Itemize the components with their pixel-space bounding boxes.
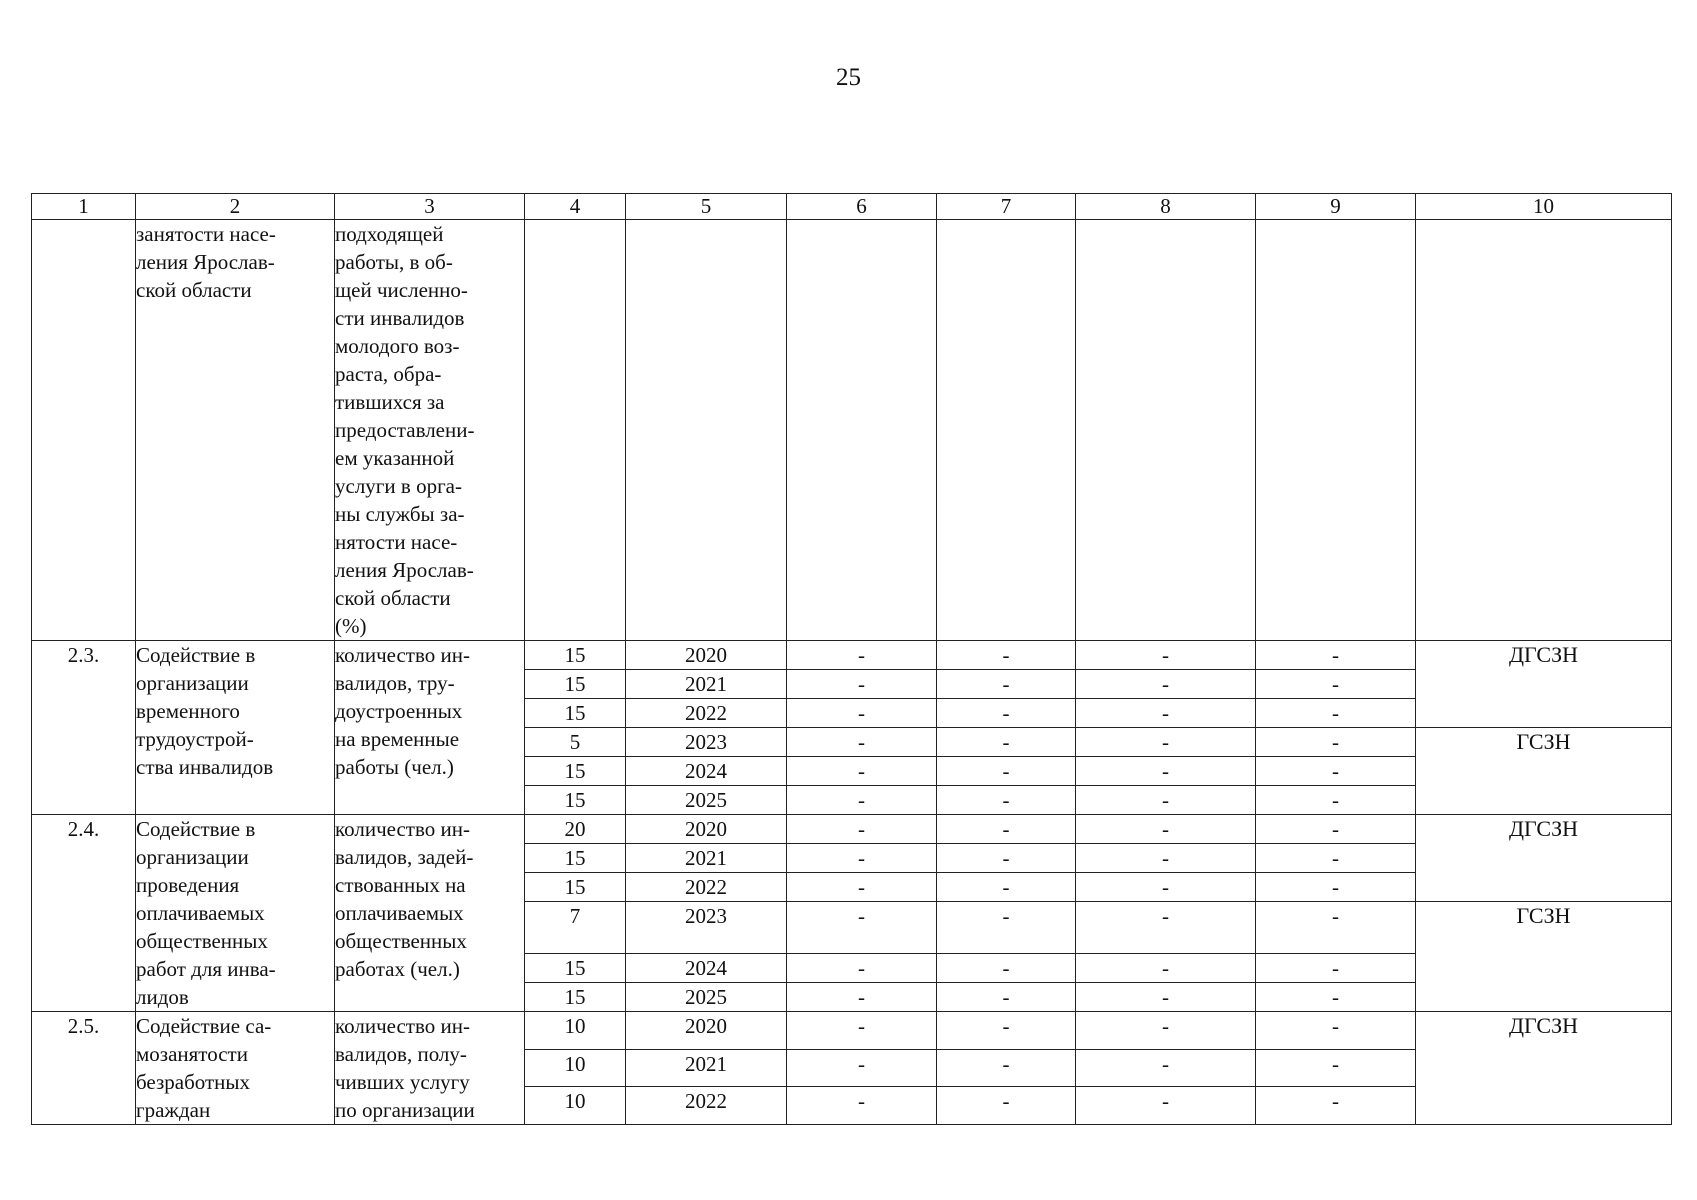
dash-cell: - [937, 670, 1076, 699]
dash-cell: - [1076, 954, 1256, 983]
indicator-value: 10 [525, 1087, 626, 1125]
dash-cell: - [1256, 757, 1416, 786]
indicator-value: 15 [525, 699, 626, 728]
continuation-number-cell [32, 220, 136, 641]
empty-cell [1076, 220, 1256, 641]
indicator-value: 20 [525, 815, 626, 844]
measure-name: Содействие в организации временного трудоустрой- ства инвалидов [136, 641, 335, 815]
empty-cell [787, 220, 937, 641]
dash-cell: - [1076, 844, 1256, 873]
empty-cell [626, 220, 787, 641]
dash-cell: - [787, 983, 937, 1012]
dash-cell: - [937, 786, 1076, 815]
indicator-value: 15 [525, 757, 626, 786]
measure-indicator: количество ин- валидов, тру- доустроенных на временные работы (чел.) [335, 641, 525, 815]
indicator-value: 15 [525, 954, 626, 983]
indicator-value: 15 [525, 786, 626, 815]
dash-cell: - [1256, 699, 1416, 728]
header-cell: 6 [787, 194, 937, 220]
dash-cell: - [937, 1049, 1076, 1087]
dash-cell: - [937, 757, 1076, 786]
measure-number: 2.5. [32, 1012, 136, 1125]
dash-cell: - [787, 1012, 937, 1050]
empty-cell [1416, 220, 1672, 641]
header-cell: 7 [937, 194, 1076, 220]
dash-cell: - [937, 844, 1076, 873]
header-cell: 1 [32, 194, 136, 220]
dash-cell: - [1256, 873, 1416, 902]
dash-cell: - [1076, 699, 1256, 728]
dash-cell: - [1076, 815, 1256, 844]
dash-cell: - [787, 786, 937, 815]
responsible-executor: ДГСЗН [1416, 641, 1672, 728]
year-cell: 2022 [626, 1087, 787, 1125]
dash-cell: - [787, 902, 937, 954]
dash-cell: - [787, 757, 937, 786]
header-row [32, 194, 1672, 220]
dash-cell: - [787, 815, 937, 844]
year-cell: 2022 [626, 873, 787, 902]
year-cell: 2021 [626, 844, 787, 873]
dash-cell: - [1256, 902, 1416, 954]
responsible-executor: ДГСЗН [1416, 815, 1672, 902]
dash-cell: - [1076, 670, 1256, 699]
year-cell: 2023 [626, 728, 787, 757]
continuation-name: занятости насе- ления Ярослав- ской области [136, 220, 335, 641]
measures-table [31, 193, 1672, 1125]
dash-cell: - [937, 902, 1076, 954]
header-cell: 3 [335, 194, 525, 220]
dash-cell: - [1256, 641, 1416, 670]
dash-cell: - [787, 1087, 937, 1125]
continuation-row [32, 220, 1672, 641]
dash-cell: - [787, 670, 937, 699]
dash-cell: - [787, 728, 937, 757]
dash-cell: - [1076, 1012, 1256, 1050]
indicator-value: 15 [525, 670, 626, 699]
indicator-value: 15 [525, 844, 626, 873]
dash-cell: - [1256, 844, 1416, 873]
dash-cell: - [1256, 1012, 1416, 1050]
dash-cell: - [937, 954, 1076, 983]
year-cell: 2023 [626, 902, 787, 954]
dash-cell: - [1256, 786, 1416, 815]
empty-cell [937, 220, 1076, 641]
year-cell: 2022 [626, 699, 787, 728]
year-cell: 2024 [626, 757, 787, 786]
responsible-executor: ГСЗН [1416, 728, 1672, 815]
dash-cell: - [937, 1012, 1076, 1050]
dash-cell: - [1076, 1049, 1256, 1087]
indicator-value: 5 [525, 728, 626, 757]
dash-cell: - [787, 873, 937, 902]
dash-cell: - [1256, 1049, 1416, 1087]
year-cell: 2020 [626, 1012, 787, 1050]
year-cell: 2020 [626, 815, 787, 844]
table-row [32, 1012, 1672, 1050]
dash-cell: - [1256, 670, 1416, 699]
year-cell: 2025 [626, 983, 787, 1012]
dash-cell: - [937, 1087, 1076, 1125]
indicator-value: 10 [525, 1049, 626, 1087]
dash-cell: - [1076, 902, 1256, 954]
measure-name: Содействие в организации проведения оплачиваемых общественных работ для инва- лидов [136, 815, 335, 1012]
header-cell: 9 [1256, 194, 1416, 220]
page-number: 25 [836, 64, 861, 91]
dash-cell: - [1256, 954, 1416, 983]
dash-cell: - [1256, 815, 1416, 844]
responsible-executor: ГСЗН [1416, 902, 1672, 1012]
indicator-value: 10 [525, 1012, 626, 1050]
dash-cell: - [1256, 1087, 1416, 1125]
table-row [32, 815, 1672, 844]
year-cell: 2024 [626, 954, 787, 983]
empty-cell [525, 220, 626, 641]
year-cell: 2021 [626, 670, 787, 699]
empty-cell [1256, 220, 1416, 641]
dash-cell: - [787, 844, 937, 873]
dash-cell: - [937, 728, 1076, 757]
dash-cell: - [1076, 728, 1256, 757]
dash-cell: - [1076, 786, 1256, 815]
header-cell: 10 [1416, 194, 1672, 220]
header-cell: 2 [136, 194, 335, 220]
dash-cell: - [1076, 983, 1256, 1012]
dash-cell: - [787, 699, 937, 728]
year-cell: 2020 [626, 641, 787, 670]
dash-cell: - [937, 815, 1076, 844]
dash-cell: - [937, 873, 1076, 902]
dash-cell: - [937, 699, 1076, 728]
responsible-executor: ДГСЗН [1416, 1012, 1672, 1125]
measure-number: 2.3. [32, 641, 136, 815]
continuation-indicator: подходящей работы, в об- щей численно- сти инвалидов молодого воз- раста, обра- тившихся за предоставлени- ем указанной услуги в орга- ны службы за- нятости насе- ления Ярослав- ской области (%) [335, 220, 525, 641]
measure-indicator: количество ин- валидов, полу- чивших услугу по организации [335, 1012, 525, 1125]
dash-cell: - [1076, 757, 1256, 786]
measure-number: 2.4. [32, 815, 136, 1012]
indicator-value: 7 [525, 902, 626, 954]
dash-cell: - [937, 641, 1076, 670]
header-cell: 8 [1076, 194, 1256, 220]
dash-cell: - [1076, 641, 1256, 670]
dash-cell: - [787, 954, 937, 983]
table-body [32, 194, 1672, 1125]
year-cell: 2021 [626, 1049, 787, 1087]
dash-cell: - [937, 983, 1076, 1012]
header-cell: 5 [626, 194, 787, 220]
dash-cell: - [787, 641, 937, 670]
measure-indicator: количество ин- валидов, задей- ствованных на оплачиваемых общественных работах (чел.) [335, 815, 525, 1012]
measure-name: Содействие са- мозанятости безработных граждан [136, 1012, 335, 1125]
dash-cell: - [1256, 728, 1416, 757]
year-cell: 2025 [626, 786, 787, 815]
dash-cell: - [787, 1049, 937, 1087]
dash-cell: - [1076, 1087, 1256, 1125]
dash-cell: - [1076, 873, 1256, 902]
header-cell: 4 [525, 194, 626, 220]
table-row [32, 641, 1672, 670]
indicator-value: 15 [525, 873, 626, 902]
indicator-value: 15 [525, 983, 626, 1012]
dash-cell: - [1256, 983, 1416, 1012]
indicator-value: 15 [525, 641, 626, 670]
